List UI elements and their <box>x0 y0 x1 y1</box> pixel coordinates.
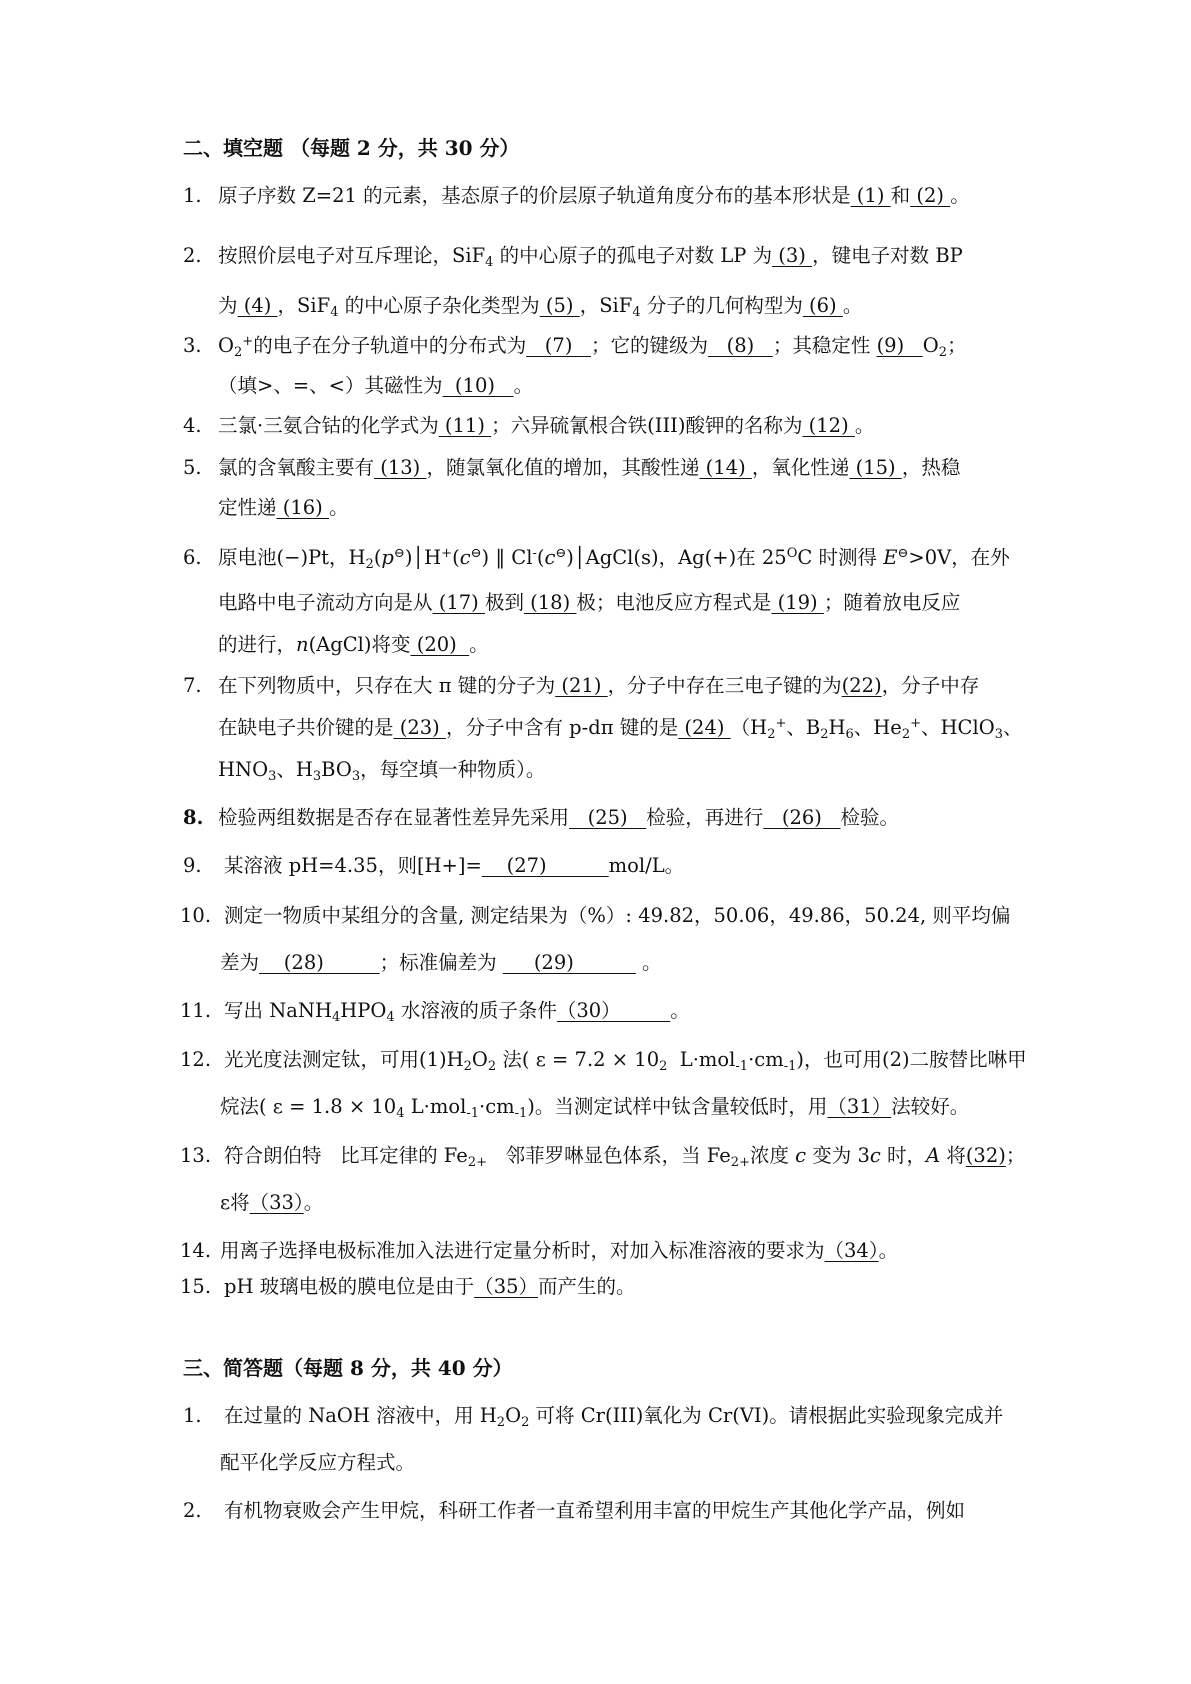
question-11-line-1: 写出 $NaNH_4HPO_4$ 水溶液的质子条件（30） 。 <box>224 999 690 1025</box>
question-7-line-2: 在缺电子共价键的是 (23) ，分子中含有 p-dπ 键的是 (24) （$H_2^+$、$B_2H_6$、$He_2^+$、HClO$_3$、 <box>218 716 1023 742</box>
question-4-line-1: 三氯·三氨合钴的化学式为 (11) ；六异硫氰根合铁(III)酸钾的名称为 (12) 。 <box>218 414 875 437</box>
question-13-line-1: 符合朗伯特 比耳定律的 $Fe_{2+}$ 邻菲罗啉显色体系，当 $Fe_{2+}$浓度 c 变为 3c 时，A 将(32)； <box>224 1144 1026 1170</box>
section-heading-fill-in: 二、填空题 （每题 2 分，共 30 分） <box>183 136 520 160</box>
question-10-line-1: 测定一物质中某组分的含量, 测定结果为（%）: 49.82，50.06，49.86，50.24, 则平均偏 <box>224 904 1011 927</box>
question-10-line-2: 差为 (28) ；标准偏差为 (29) 。 <box>220 951 662 974</box>
question-number: 1. <box>183 184 202 207</box>
question-15-line-1: pH 玻璃电极的膜电位是由于（35）而产生的。 <box>224 1275 636 1298</box>
question-6-line-1: 原电池(−)Pt，$H_2(p^⊖)│H^+(c^⊖)$ ‖ Cl-(c⊖)│AgCl(s)，Ag(+)在 $25^OC$ 时测得 E⊖>0V，在外 <box>218 546 1010 572</box>
question-number: 2. <box>183 1499 202 1522</box>
question-number: 6. <box>183 546 202 569</box>
question-1-line-1: 原子序数 Z=21 的元素，基态原子的价层原子轨道角度分布的基本形状是 (1) 和 (2) 。 <box>218 184 970 207</box>
question-number: 1. <box>183 1404 202 1427</box>
question-8-line-1: 检验两组数据是否存在显著性差异先采用 (25) 检验，再进行 (26) 检验。 <box>218 806 900 829</box>
question-2-line-1: 按照价层电子对互斥理论，SiF$_4$ 的中心原子的孤电子对数 LP 为 (3) ，键电子对数 BP <box>218 244 963 270</box>
question-6-line-3: 的进行，n(AgCl)将变 (20) 。 <box>218 633 489 656</box>
short-answer-1-line-2: 配平化学反应方程式。 <box>220 1451 416 1474</box>
question-7-line-3: $HNO_3$、$H_3BO_3$，每空填一种物质）。 <box>218 758 546 784</box>
question-number: 15. <box>180 1275 212 1298</box>
question-number: 4. <box>183 414 202 437</box>
question-number: 11. <box>180 999 212 1022</box>
question-number: 14. <box>180 1239 212 1262</box>
question-12-line-1: 光光度法测定钛，可用$(1)H_2O_2$ 法( $\varepsilon = 7.2 \times 10_2$ $L\cdot mol_{-1}\cdot cm_{-1}$)，也可用(2)二胺替比啉甲 <box>224 1048 1027 1074</box>
question-5-line-1: 氯的含氧酸主要有 (13) ，随氯氧化值的增加，其酸性递 (14) ，氧化性递 (15) ，热稳 <box>218 456 961 479</box>
question-number: 7. <box>183 674 202 697</box>
question-number: 12. <box>180 1048 212 1071</box>
question-number: 8. <box>183 806 204 829</box>
section-heading-short-answer: 三、简答题（每题 8 分，共 40 分） <box>183 1356 513 1380</box>
question-number: 13. <box>180 1144 212 1167</box>
question-3-line-2: （填>、=、<）其磁性为 (10) 。 <box>218 374 534 397</box>
question-number: 9. <box>183 854 202 877</box>
question-13-line-2: ε将（33）。 <box>220 1191 324 1214</box>
question-5-line-2: 定性递 (16) 。 <box>218 496 349 519</box>
question-7-line-1: 在下列物质中，只存在大 π 键的分子为 (21) ，分子中存在三电子键的为(22)，分子中存 <box>218 674 980 697</box>
question-number: 5. <box>183 456 202 479</box>
question-number: 10. <box>180 904 212 927</box>
short-answer-2-line-1: 有机物衰败会产生甲烷，科研工作者一直希望利用丰富的甲烷生产其他化学产品，例如 <box>224 1499 966 1522</box>
question-14-line-1: 用离子选择电极标准加入法进行定量分析时，对加入标准溶液的要求为（34）。 <box>220 1239 899 1262</box>
question-9-line-1: 某溶液 pH=4.35，则[H+]= (27) mol/L。 <box>224 854 685 877</box>
question-6-line-2: 电路中电子流动方向是从 (17) 极到 (18) 极；电池反应方程式是 (19) ；随着放电反应 <box>218 591 961 614</box>
question-number: 3. <box>183 334 202 357</box>
question-number: 2. <box>183 244 202 267</box>
short-answer-1-line-1: 在过量的 NaOH 溶液中，用 $H_2O_2$ 可将 Cr(III)氧化为 Cr(VI)。请根据此实验现象完成并 <box>224 1404 1004 1430</box>
question-2-line-2: 为 (4) ，SiF$_4$ 的中心原子杂化类型为 (5) ，SiF$_4$ 分子的几何构型为 (6) 。 <box>218 294 863 320</box>
question-12-line-2: 烷法( $\varepsilon = 1.8 \times 10_4$ $L\cdot mol_{-1}\cdot cm_{-1}$)。当测定试样中钛含量较低时，用（31）法较好。 <box>220 1095 970 1121</box>
question-3-line-1: $O_2^+$的电子在分子轨道中的分布式为 (7) ；它的键级为 (8) ；其稳定性 (9) $O_2$； <box>218 334 967 360</box>
